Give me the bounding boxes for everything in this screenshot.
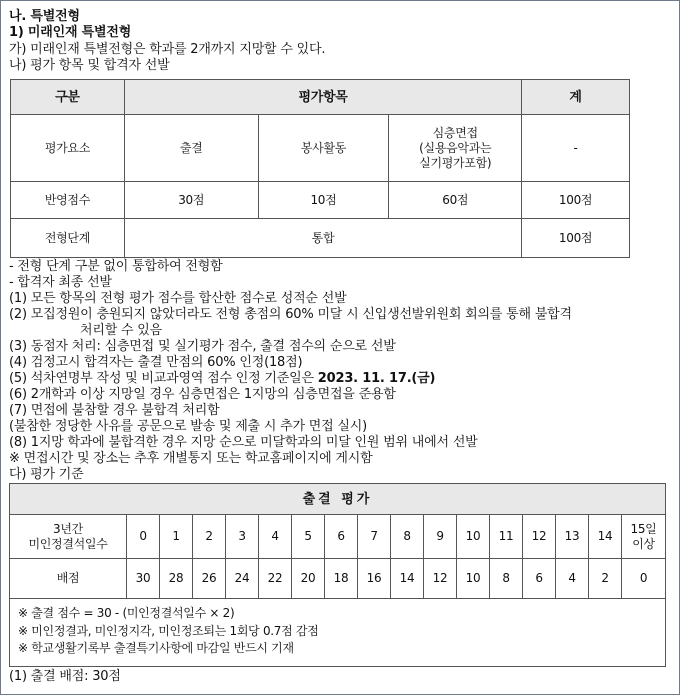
note-line: (7) 면접에 불참할 경우 불합격 처리함: [9, 403, 220, 418]
attendance-row-label: 배점: [10, 559, 127, 599]
note-line: ※ 면접시간 및 장소는 추후 개별통지 또는 학교홈페이지에 게시함: [9, 451, 373, 466]
day-cell: 10: [457, 515, 490, 559]
note-line: - 전형 단계 구분 없이 통합하여 전형함: [9, 259, 223, 274]
eval-header-category: 구분: [11, 80, 125, 115]
eval-cell: 60점: [389, 182, 522, 219]
note-line: - 합격자 최종 선발: [9, 275, 112, 290]
score-cell: 2: [589, 559, 622, 599]
eval-cell: 100점: [522, 182, 630, 219]
note-line-date: [9, 371, 435, 387]
evaluation-table: [10, 79, 630, 258]
day-cell: 3: [226, 515, 259, 559]
eval-header-total: 계: [522, 80, 630, 115]
eval-cell-interview: [389, 115, 522, 182]
intro-line-b: 나) 평가 항목 및 합격자 선발: [9, 58, 170, 73]
intro-line-a: 가) 미래인재 특별전형은 학과를 2개까지 지망할 수 있다.: [9, 42, 326, 57]
eval-header-items: 평가항목: [124, 80, 521, 115]
day-cell: 4: [259, 515, 292, 559]
eval-cell-line: 실기평가포함): [419, 155, 492, 170]
note-text: (5) 석차연명부 작성 및 비교과영역 점수 인정 기준일은: [9, 371, 318, 386]
section-heading: 나. 특별전형: [9, 9, 80, 24]
note-line: 다) 평가 기준: [9, 467, 84, 482]
day-cell-line: 15일: [630, 521, 657, 536]
score-cell: 14: [391, 559, 424, 599]
score-cell: 18: [325, 559, 358, 599]
day-cell: 8: [391, 515, 424, 559]
attendance-label-line: 미인정결석일수: [28, 536, 108, 551]
note-line: (불참한 정당한 사유를 공문으로 발송 및 제출 시 추가 면접 실시): [9, 419, 368, 434]
footnote-line: ※ 미인정결과, 미인정지각, 미인정조퇴는 1회당 0.7점 감점: [18, 624, 319, 638]
score-cell: 26: [193, 559, 226, 599]
note-line: (3) 동점자 처리: 심층면접 및 실기평가 점수, 출결 점수의 순으로 선발: [9, 339, 396, 354]
footer-line: (1) 출결 배점: 30점: [9, 669, 121, 684]
reference-date: 2023. 11. 17.(금): [317, 371, 436, 386]
attendance-row-label: [10, 515, 127, 559]
footnote-box: [9, 598, 666, 667]
note-line: (4) 검정고시 합격자는 출결 만점의 60% 인정(18점): [9, 355, 303, 370]
eval-cell: -: [522, 115, 630, 182]
eval-cell: 출결: [124, 115, 258, 182]
eval-cell: 100점: [522, 219, 630, 258]
eval-cell: 봉사활동: [258, 115, 389, 182]
note-line: (2) 모집정원이 충원되지 않았더라도 전형 총점의 60% 미달 시 신입생선발위원회 회의를 통해 불합격: [9, 307, 572, 322]
day-cell: 9: [424, 515, 457, 559]
score-cell: 20: [292, 559, 325, 599]
score-cell: 30: [127, 559, 160, 599]
score-cell: 8: [490, 559, 523, 599]
day-cell: 6: [325, 515, 358, 559]
score-cell: 22: [259, 559, 292, 599]
day-cell: 12: [523, 515, 556, 559]
attendance-title: 출결 평가: [10, 484, 666, 515]
day-cell: 13: [556, 515, 589, 559]
eval-cell-line: 심층면접: [432, 125, 478, 140]
eval-row-label: 전형단계: [11, 219, 125, 258]
score-cell: 10: [457, 559, 490, 599]
attendance-table: [9, 483, 666, 599]
score-cell: 0: [622, 559, 666, 599]
note-line: 처리할 수 있음: [80, 323, 163, 338]
eval-row-label: 반영점수: [11, 182, 125, 219]
footnote-line: ※ 출결 점수 = 30 - (미인정결석일수 × 2): [18, 606, 235, 620]
score-cell: 4: [556, 559, 589, 599]
eval-cell: 10점: [258, 182, 389, 219]
note-line: (6) 2개학과 이상 지망일 경우 심층면접은 1지망의 심층면접을 준용함: [9, 387, 396, 402]
eval-row-label: 평가요소: [11, 115, 125, 182]
score-cell: 16: [358, 559, 391, 599]
footnote-line: ※ 학교생활기록부 출결특기사항에 마감일 반드시 기재: [18, 641, 294, 655]
day-cell: 14: [589, 515, 622, 559]
day-cell: 0: [127, 515, 160, 559]
eval-cell: 30점: [124, 182, 258, 219]
section-subheading: 1) 미래인재 특별전형: [9, 25, 132, 40]
score-cell: 6: [523, 559, 556, 599]
day-cell: 7: [358, 515, 391, 559]
note-line: (8) 1지망 학과에 불합격한 경우 지망 순으로 미달학과의 미달 인원 범위 내에서 선발: [9, 435, 478, 450]
day-cell: 1: [160, 515, 193, 559]
eval-cell-line: (실용음악과는: [419, 140, 492, 155]
eval-cell: 통합: [124, 219, 521, 258]
day-cell-line: 이상: [632, 536, 655, 551]
score-cell: 24: [226, 559, 259, 599]
day-cell: 5: [292, 515, 325, 559]
day-cell: 11: [490, 515, 523, 559]
note-line: (1) 모든 항목의 전형 평가 점수를 합산한 점수로 성적순 선발: [9, 291, 347, 306]
score-cell: 12: [424, 559, 457, 599]
attendance-label-line: 3년간: [53, 521, 83, 536]
day-cell: 2: [193, 515, 226, 559]
score-cell: 28: [160, 559, 193, 599]
day-cell-last: [622, 515, 666, 559]
